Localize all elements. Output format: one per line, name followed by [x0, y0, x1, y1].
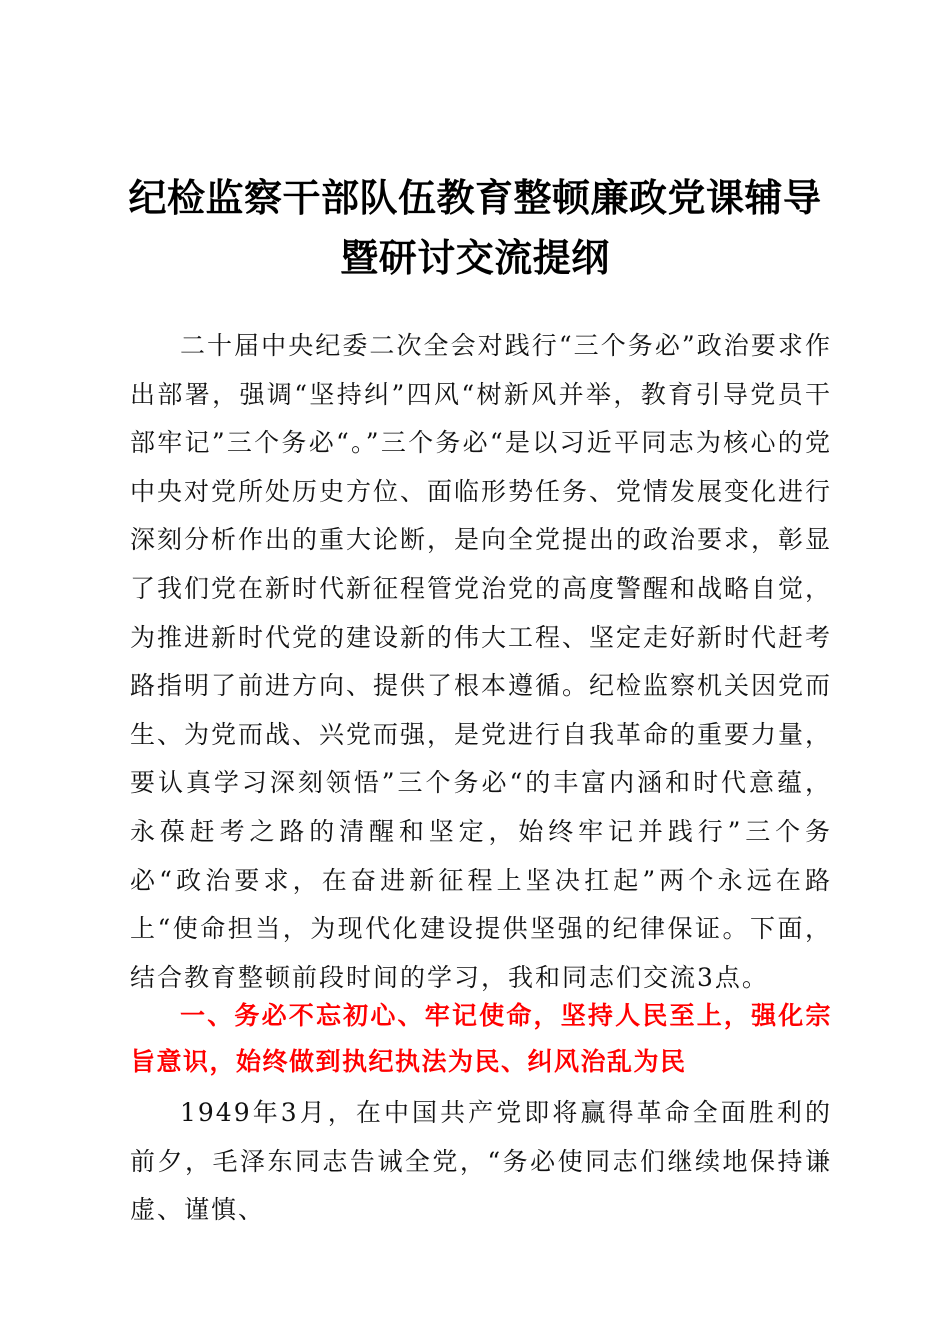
- document-title: 纪检监察干部队伍教育整顿廉政党课辅导暨研讨交流提纲: [128, 175, 822, 280]
- intro-paragraph: 二十届中央纪委二次全会对践行“三个务必”政治要求作出部署，强调“坚持纠”四风“树新风并举，教育引导党员干部牢记”三个务必“。”三个务必“是以习近平同志为核心的党中央对党所处历史方位、面临形势任务、党情发展变化进行深刻分析作出的重大论断，是向全党提出的政治要求，彰显了我们党在新时代新征程管党治党的高度警醒和战略自觉，为推进新时代党的建设新的伟大工程、坚定走好新时代赶考路指明了前进方向、提供了根本遵循。纪检监察机关因党而生、为党而战、兴党而强，是党进行自我革命的重要力量，要认真学习深刻领悟”三个务必“的丰富内涵和时代意蕴，永葆赶考之路的清醒和坚定，始终牢记并践行”三个务必“政治要求，在奋进新征程上坚决扛起”两个永远在路上“使命担当，为现代化建设提供坚强的纪律保证。下面，结合教育整顿前段时间的学习，我和同志们交流3点。: [130, 331, 833, 992]
- section-paragraph: 1949年3月，在中国共产党即将赢得革命全面胜利的前夕，毛泽东同志告诫全党，“务必使同志们继续地保持谦虚、谨慎、: [130, 1098, 832, 1225]
- section-heading: 一、务必不忘初心、牢记使命，坚持人民至上，强化宗旨意识，始终做到执纪执法为民、纠风治乱为民: [130, 1001, 832, 1076]
